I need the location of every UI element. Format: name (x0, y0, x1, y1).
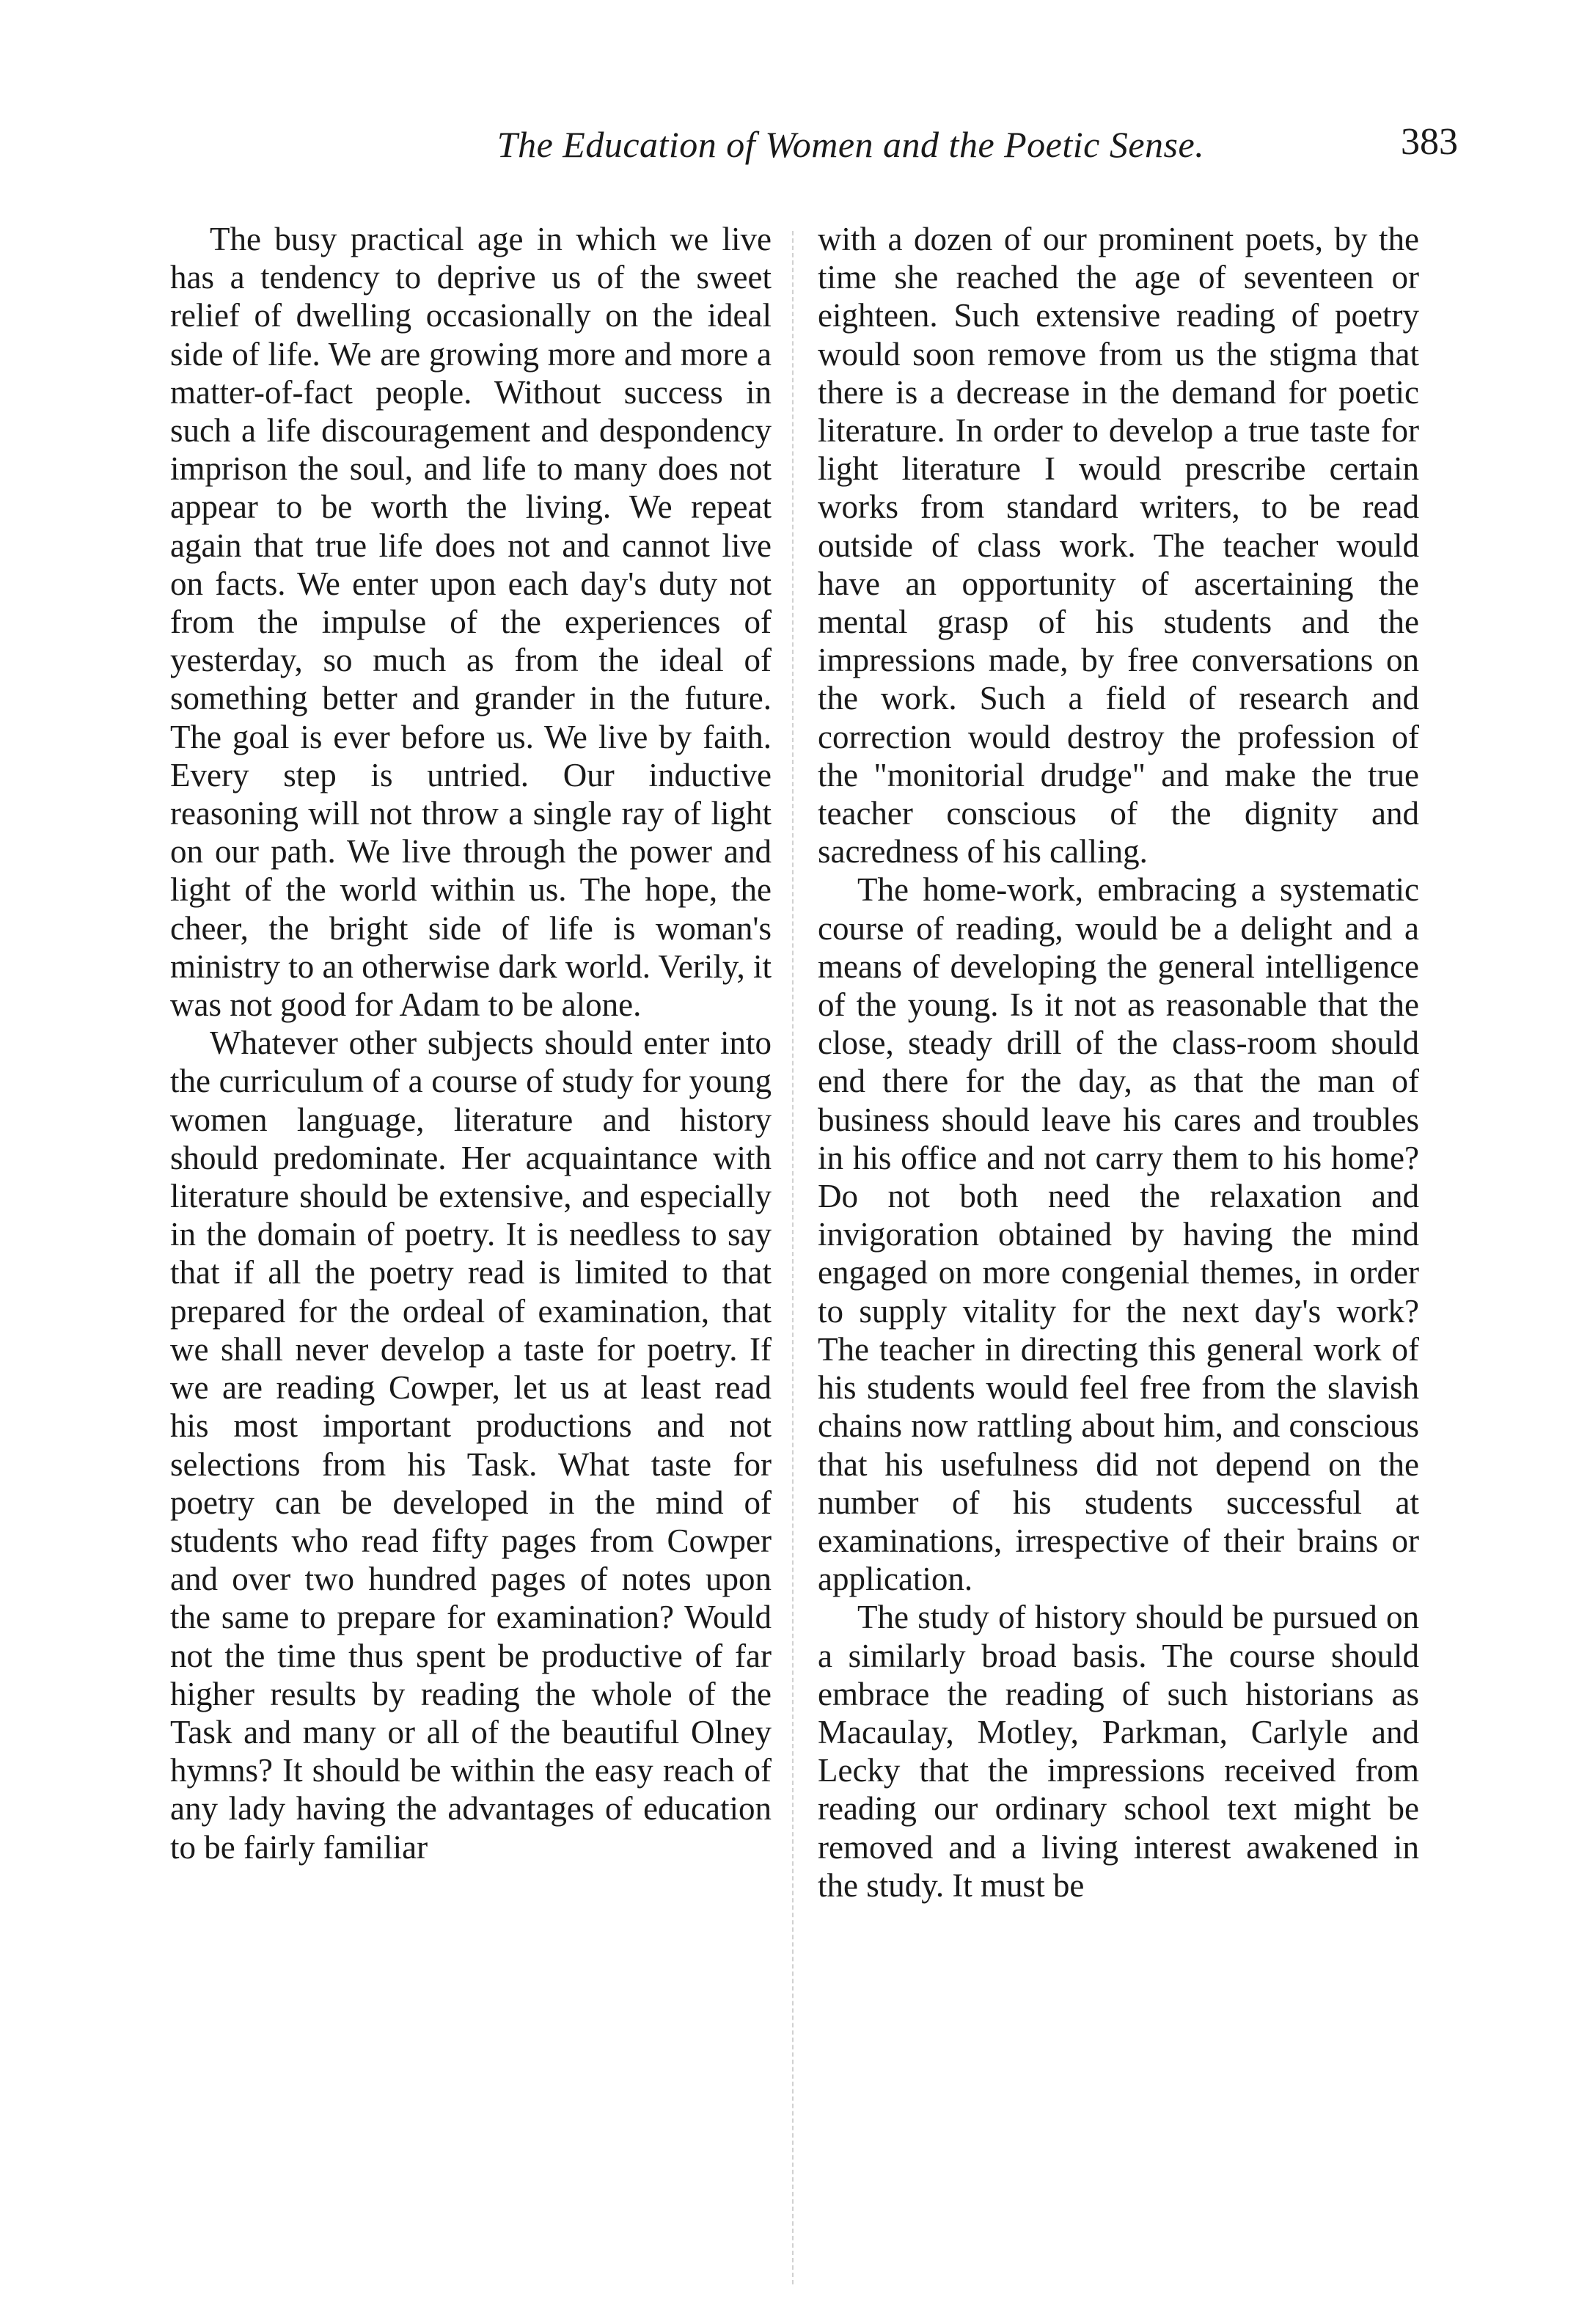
paragraph-curriculum: Whatever other subjects should enter into the curriculum of a course of study for young women language, literature and history should predominate. Her acquaintance with literature should be extensive, and especially in the domain of poetry. It is needless to say that if all the poetry read is limited to that prepared for the ordeal of examination, that we shall never develop a taste for poetry. If we are reading Cowper, let us at least read his most important productions and not selections from his Task. What taste for poetry can be developed in the mind of students who read fifty pages from Cowper and over two hundred pages of notes upon the same to prepare for examination? Would not the time thus spent be productive of far higher results by reading the whole of the Task and many or all of the beautiful Olney hymns? It should be within the easy reach of any lady having the advantages of education to be fairly familiar (170, 1024, 772, 1866)
left-column (170, 220, 772, 1866)
paragraph-home-work: The home-work, embracing a systematic course of reading, would be a delight and a means of developing the general intelligence of the young. Is it not as reasonable that the close, steady drill of the class-room should end there for the day, as that the man of business should leave his cares and troubles in his office and not carry them to his home? Do not both need the relaxation and invigoration obtained by having the mind engaged on more congenial themes, in order to supply vitality for the next day's work? The teacher in directing this general work of his students would feel free from the slavish chains now rattling about him, and conscious that his usefulness did not depend on the number of his students successful at examinations, irrespective of their brains or application. (818, 871, 1419, 1598)
column-divider (792, 231, 794, 2284)
paragraph-history: The study of history should be pursued on a similarly broad basis. The course should embrace the reading of such historians as Macaulay, Motley, Parkman, Carlyle and Lecky that the impressions received from reading our ordinary school text might be removed and a living interest awakened in the study. It must be (818, 1599, 1419, 1904)
running-title: The Education of Women and the Poetic Sense. (497, 124, 1205, 165)
paragraph-practical-age: The busy practical age in which we live has a tendency to deprive us of the sweet relief of dwelling occasionally on the ideal side of life. We are growing more and more a matter-of-fact people. Without success in such a life discouragement and despondency imprison the soul, and life to many does not appear to be worth the living. We repeat again that true life does not and cannot live on facts. We enter upon each day's duty not from the impulse of the experiences of yesterday, so much as from the ideal of something better and grander in the future. The goal is ever before us. We live by faith. Every step is untried. Our inductive reasoning will not throw a single ray of light on our path. We live through the power and light of the world within us. The hope, the cheer, the bright side of life is woman's ministry to an otherwise dark world. Verily, it was not good for Adam to be alone. (170, 221, 772, 1024)
right-column (818, 220, 1419, 1905)
paragraph-continued-poets: with a dozen of our prominent poets, by the time she reached the age of seventeen or eighteen. Such extensive reading of poetry would soon remove from us the stigma that there is a decrease in the demand for poetic literature. In order to develop a true taste for light literature I would prescribe certain works from standard writers, to be read outside of class work. The teacher would have an opportunity of ascertaining the mental grasp of his students and the impressions made, by free conversations on the work. Such a field of research and correction would destroy the profession of the "monitorial drudge" and make the true teacher conscious of the dignity and sacredness of his calling. (818, 221, 1419, 870)
page-number: 383 (1401, 121, 1458, 163)
